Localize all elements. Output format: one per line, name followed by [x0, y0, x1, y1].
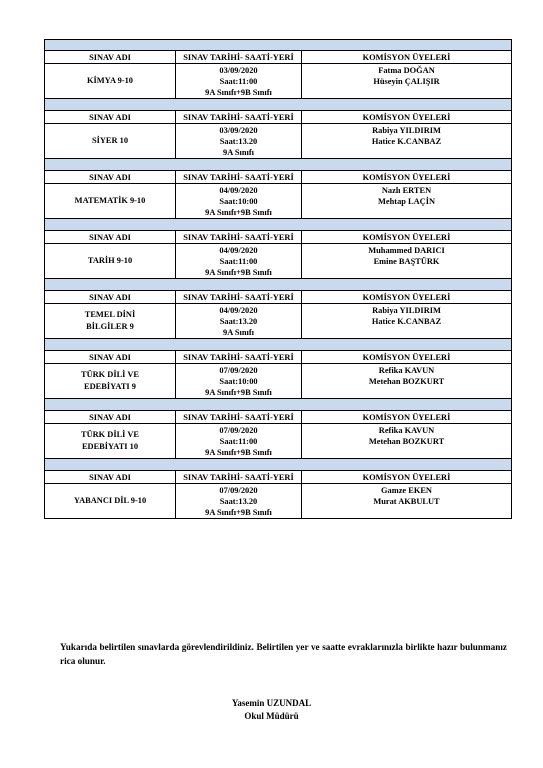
- exam-time: Saat:13.20: [219, 136, 258, 146]
- exam-time: Saat:13.20: [219, 496, 258, 506]
- exam-name-header-label: SINAV ADI: [89, 412, 131, 422]
- exam-info-cell: [176, 364, 302, 399]
- committee-header: [302, 411, 512, 424]
- exam-name-line: YABANCI DİL 9-10: [73, 496, 147, 505]
- exam-row: [45, 244, 512, 279]
- section-divider: [45, 399, 512, 411]
- section-divider: [45, 459, 512, 471]
- section-divider: [45, 40, 512, 51]
- exam-date-header-label: SINAV TARİHİ- SAATİ-YERİ: [183, 292, 294, 302]
- header-row: [45, 351, 512, 364]
- committee-cell: [302, 184, 512, 219]
- committee-member: Gamze EKEN: [381, 486, 432, 495]
- section-divider: [45, 219, 512, 231]
- header-row: [45, 171, 512, 184]
- exam-info-cell: [176, 184, 302, 219]
- exam-name-line: EDEBİYATI 9: [84, 382, 136, 391]
- exam-name-line: EDEBİYATI 10: [81, 442, 139, 451]
- committee-member: Hatice K.CANBAZ: [371, 317, 442, 326]
- section-divider-cell: [45, 459, 512, 471]
- committee-member: Fatma DOĞAN: [378, 66, 435, 75]
- committee-header-label: KOMİSYON ÜYELERİ: [362, 112, 451, 122]
- signature-name: Yasemin UZUNDAL: [231, 698, 312, 708]
- exam-date-header: [176, 351, 302, 364]
- exam-time: Saat:11:00: [219, 256, 258, 266]
- committee-header: [302, 171, 512, 184]
- committee-member: Hüseyin ÇALIŞIR: [373, 77, 440, 86]
- committee-member: Murat AKBULUT: [373, 497, 440, 506]
- exam-date: 07/09/2020: [219, 485, 258, 495]
- exam-name-cell: [45, 244, 176, 279]
- exam-name-cell: [45, 64, 176, 99]
- exam-name-line: TÜRK DİLİ VE: [80, 430, 140, 439]
- exam-place: 9A Sınıfı+9B Sınıfı: [205, 207, 272, 217]
- exam-date-header-label: SINAV TARİHİ- SAATİ-YERİ: [183, 172, 294, 182]
- exam-place: 9A Sınıfı+9B Sınıfı: [205, 447, 272, 457]
- exam-row: [45, 304, 512, 339]
- committee-header-label: KOMİSYON ÜYELERİ: [362, 232, 451, 242]
- exam-name-header: [45, 291, 176, 304]
- exam-name-header: [45, 111, 176, 124]
- exam-name-header-label: SINAV ADI: [89, 52, 131, 62]
- committee-header: [302, 291, 512, 304]
- exam-row: [45, 124, 512, 159]
- exam-name-cell: [45, 364, 176, 399]
- committee-header-label: KOMİSYON ÜYELERİ: [362, 412, 451, 422]
- section-divider-cell: [45, 219, 512, 231]
- section-divider-cell: [45, 399, 512, 411]
- committee-header: [302, 111, 512, 124]
- header-row: [45, 51, 512, 64]
- committee-member: Refika KAVUN: [378, 426, 435, 435]
- exam-date-header-label: SINAV TARİHİ- SAATİ-YERİ: [183, 352, 294, 362]
- exam-name-header: [45, 231, 176, 244]
- committee-member: Hatice K.CANBAZ: [371, 137, 442, 146]
- header-row: [45, 411, 512, 424]
- exam-schedule-table: [44, 39, 512, 519]
- exam-name-header: [45, 471, 176, 484]
- section-divider: [45, 339, 512, 351]
- exam-name-cell: [45, 424, 176, 459]
- section-divider: [45, 99, 512, 111]
- signature-block: [0, 697, 543, 723]
- exam-name-header-label: SINAV ADI: [89, 172, 131, 182]
- exam-row: [45, 364, 512, 399]
- exam-date: 03/09/2020: [219, 125, 258, 135]
- exam-date-header-label: SINAV TARİHİ- SAATİ-YERİ: [183, 112, 294, 122]
- exam-name-cell: [45, 304, 176, 339]
- section-divider: [45, 279, 512, 291]
- exam-row: [45, 184, 512, 219]
- committee-member: Muhammed DARICI: [368, 246, 445, 255]
- exam-date-header: [176, 291, 302, 304]
- exam-name-line: TÜRK DİLİ VE: [80, 370, 140, 379]
- exam-date: 03/09/2020: [219, 65, 258, 75]
- signature-title: Okul Müdürü: [244, 711, 299, 721]
- committee-member: Metehan BOZKURT: [368, 377, 445, 386]
- committee-header: [302, 471, 512, 484]
- footer-note: Yukarıda belirtilen sınavlarda görevlendirildiniz. Belirtilen yer ve saatte evraklarınızla birlikte hazır bulunmanız rica olunur.: [60, 642, 507, 666]
- exam-row: [45, 484, 512, 519]
- exam-name-line: SİYER 10: [91, 136, 129, 145]
- exam-place: 9A Sınıfı+9B Sınıfı: [205, 267, 272, 277]
- exam-date-header-label: SINAV TARİHİ- SAATİ-YERİ: [183, 52, 294, 62]
- section-divider-cell: [45, 40, 512, 51]
- section-divider-cell: [45, 99, 512, 111]
- committee-cell: [302, 424, 512, 459]
- exam-time: Saat:13.20: [219, 316, 258, 326]
- committee-header-label: KOMİSYON ÜYELERİ: [362, 352, 451, 362]
- exam-time: Saat:10:00: [219, 376, 258, 386]
- exam-name-header: [45, 171, 176, 184]
- committee-cell: [302, 64, 512, 99]
- exam-place: 9A Sınıfı: [223, 327, 254, 337]
- committee-cell: [302, 304, 512, 339]
- exam-name-header-label: SINAV ADI: [89, 232, 131, 242]
- exam-place: 9A Sınıfı+9B Sınıfı: [205, 507, 272, 517]
- committee-cell: [302, 364, 512, 399]
- section-divider-cell: [45, 159, 512, 171]
- exam-info-cell: [176, 304, 302, 339]
- exam-name-cell: [45, 484, 176, 519]
- exam-place: 9A Sınıfı: [223, 147, 254, 157]
- committee-member: Rabiya YILDIRIM: [372, 306, 441, 315]
- exam-info-cell: [176, 64, 302, 99]
- committee-member: Nazlı ERTEN: [381, 186, 432, 195]
- committee-member: Emine BAŞTÜRK: [373, 257, 440, 266]
- exam-date: 07/09/2020: [219, 365, 258, 375]
- header-row: [45, 111, 512, 124]
- exam-name-line: KİMYA 9-10: [87, 76, 133, 85]
- committee-cell: [302, 124, 512, 159]
- exam-name-cell: [45, 124, 176, 159]
- committee-header-label: KOMİSYON ÜYELERİ: [362, 172, 451, 182]
- header-row: [45, 291, 512, 304]
- exam-info-cell: [176, 484, 302, 519]
- section-divider: [45, 159, 512, 171]
- committee-header: [302, 51, 512, 64]
- exam-time: Saat:10:00: [219, 196, 258, 206]
- committee-member: Rabiya YILDIRIM: [372, 126, 441, 135]
- exam-place: 9A Sınıfı+9B Sınıfı: [205, 87, 272, 97]
- exam-name-cell: [45, 184, 176, 219]
- committee-cell: [302, 484, 512, 519]
- exam-row: [45, 64, 512, 99]
- committee-member: Refika KAVUN: [378, 366, 435, 375]
- exam-name-header: [45, 351, 176, 364]
- exam-name-header-label: SINAV ADI: [89, 472, 131, 482]
- exam-name-line: MATEMATİK 9-10: [74, 196, 146, 205]
- exam-date-header: [176, 231, 302, 244]
- exam-date: 04/09/2020: [219, 245, 258, 255]
- exam-date-header-label: SINAV TARİHİ- SAATİ-YERİ: [183, 472, 294, 482]
- committee-header: [302, 231, 512, 244]
- exam-name-header: [45, 411, 176, 424]
- exam-name-line: TEMEL DİNİ: [84, 310, 136, 319]
- committee-member: Metehan BOZKURT: [368, 437, 445, 446]
- committee-member: Mehtap LAÇİN: [378, 197, 435, 206]
- exam-date: 07/09/2020: [219, 425, 258, 435]
- exam-row: [45, 424, 512, 459]
- exam-info-cell: [176, 124, 302, 159]
- section-divider-cell: [45, 279, 512, 291]
- exam-name-header: [45, 51, 176, 64]
- exam-date-header: [176, 51, 302, 64]
- committee-header-label: KOMİSYON ÜYELERİ: [362, 292, 451, 302]
- committee-header-label: KOMİSYON ÜYELERİ: [362, 472, 451, 482]
- committee-header: [302, 351, 512, 364]
- exam-place: 9A Sınıfı+9B Sınıfı: [205, 387, 272, 397]
- header-row: [45, 231, 512, 244]
- exam-date-header: [176, 471, 302, 484]
- header-row: [45, 471, 512, 484]
- section-divider-cell: [45, 339, 512, 351]
- exam-date: 04/09/2020: [219, 305, 258, 315]
- exam-time: Saat:11:00: [219, 436, 258, 446]
- exam-name-line: TARİH 9-10: [87, 256, 133, 265]
- exam-schedule-body: [45, 40, 512, 519]
- committee-cell: [302, 244, 512, 279]
- exam-name-header-label: SINAV ADI: [89, 292, 131, 302]
- exam-name-line: BİLGİLER 9: [86, 322, 134, 331]
- exam-date-header: [176, 111, 302, 124]
- exam-schedule: [44, 39, 511, 519]
- exam-date-header-label: SINAV TARİHİ- SAATİ-YERİ: [183, 412, 294, 422]
- exam-date-header: [176, 411, 302, 424]
- exam-date-header-label: SINAV TARİHİ- SAATİ-YERİ: [183, 232, 294, 242]
- exam-info-cell: [176, 244, 302, 279]
- exam-name-header-label: SINAV ADI: [89, 352, 131, 362]
- exam-name-header-label: SINAV ADI: [89, 112, 131, 122]
- exam-date-header: [176, 171, 302, 184]
- committee-header-label: KOMİSYON ÜYELERİ: [362, 52, 451, 62]
- exam-info-cell: [176, 424, 302, 459]
- exam-time: Saat:11:00: [219, 76, 258, 86]
- exam-date: 04/09/2020: [219, 185, 258, 195]
